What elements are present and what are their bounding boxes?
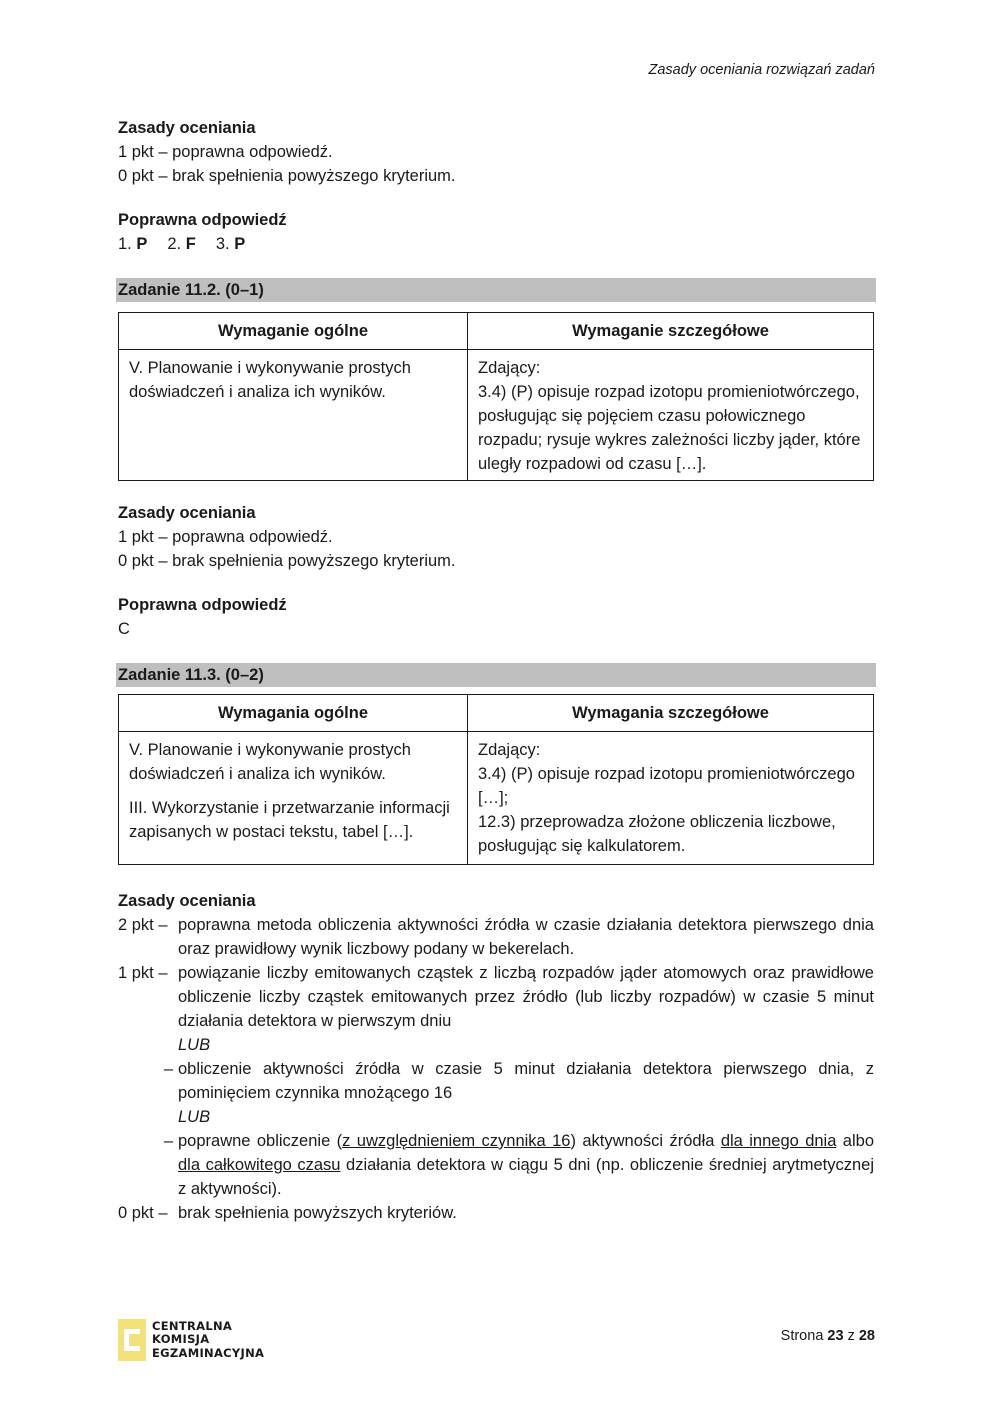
- points-label: 1 pkt –: [118, 964, 168, 982]
- rule-line: 1 pkt – poprawna odpowiedź.: [118, 528, 333, 546]
- cell-text: III. Wykorzystanie i przetwarzanie informacji zapisanych w postaci tekstu, tabel […].: [129, 799, 450, 841]
- correct-answer-2: [118, 593, 874, 641]
- answer-number: 3.: [215, 235, 235, 253]
- logo-line: CENTRALNA: [152, 1318, 233, 1333]
- page-number: [781, 1324, 875, 1348]
- answer-value: C: [118, 620, 130, 638]
- cell-text: V. Planowanie i wykonywanie prostych doświadczeń i analiza ich wyników.: [129, 359, 411, 401]
- text-run: ) aktywności źródła: [570, 1132, 721, 1150]
- criterion-text: poprawna metoda obliczenia aktywności źródła w czasie działania detektora pierwszego dnia oraz prawidłowy wynik liczbowy podany w bekerelach.: [178, 916, 874, 958]
- requirements-table: [118, 694, 874, 865]
- criterion-text: [178, 1129, 874, 1201]
- column-header: Wymagania szczegółowe: [468, 695, 874, 732]
- rule-line: 1 pkt – poprawna odpowiedź.: [118, 143, 333, 161]
- underlined-text: z uwzględnieniem czynnika 16: [342, 1132, 571, 1150]
- logo-line: EGZAMINACYJNA: [152, 1345, 265, 1360]
- criterion-1pkt: [118, 961, 874, 1033]
- logo-line: KOMISJA: [152, 1332, 210, 1347]
- answer-value: P: [136, 235, 148, 253]
- detailed-requirement: [468, 350, 874, 481]
- criterion-2pkt: [118, 913, 874, 961]
- dash: –: [163, 1060, 173, 1078]
- criterion-text: brak spełnienia powyższych kryteriów.: [178, 1204, 457, 1222]
- answer-number: 2.: [167, 235, 186, 253]
- points-label: 0 pkt –: [118, 1204, 168, 1222]
- cell-text: 12.3) przeprowadza złożone obliczenia liczbowe, posługując się kalkulatorem.: [478, 813, 836, 855]
- correct-answer-1: [118, 208, 874, 256]
- page-total: 28: [858, 1328, 875, 1344]
- page-current: 23: [827, 1328, 844, 1344]
- dash: –: [163, 1132, 173, 1150]
- underlined-text: dla całkowitego czasu: [178, 1156, 341, 1174]
- criterion-0pkt: [118, 1201, 874, 1225]
- general-requirement: [119, 350, 468, 481]
- scoring-rules-3: [118, 889, 874, 1225]
- cke-logo-icon: [118, 1319, 146, 1361]
- section-heading: Poprawna odpowiedź: [118, 596, 287, 614]
- cell-text: Zdający:: [478, 741, 541, 759]
- section-heading: Zasady oceniania: [118, 119, 256, 137]
- requirements-table: [118, 312, 874, 481]
- criterion-text: powiązanie liczby emitowanych cząstek z liczbą rozpadów jąder atomowych oraz prawidłowe obliczenie liczby cząstek emitowanych przez źródło (lub liczby rozpadów) w czasie 5 minut działania detektora w pierwszym dniu: [178, 964, 874, 1030]
- column-header: Wymagania ogólne: [119, 695, 468, 732]
- answer-list: [118, 232, 874, 256]
- text-run: albo: [836, 1132, 875, 1150]
- cell-text: 3.4) (P) opisuje rozpad izotopu promieniotwórczego, posługując się pojęciem czasu połowicznego rozpadu; rysuje wykres zależności liczby jąder, które uległy rozpadowi od czasu […].: [478, 383, 861, 473]
- points-label: 2 pkt –: [118, 916, 168, 934]
- cke-logo-text: [152, 1320, 264, 1361]
- section-heading: Zasady oceniania: [118, 892, 256, 910]
- page-content: [118, 116, 874, 1225]
- cell-text: V. Planowanie i wykonywanie prostych doświadczeń i analiza ich wyników.: [129, 741, 411, 783]
- rule-line: 0 pkt – brak spełnienia powyższego kryterium.: [118, 167, 456, 185]
- answer-value: P: [234, 235, 246, 253]
- criterion-text: obliczenie aktywności źródła w czasie 5 minut działania detektora pierwszego dnia, z pominięciem czynnika mnożącego 16: [178, 1060, 874, 1102]
- answer-number: 1.: [118, 235, 137, 253]
- page-separator: z: [843, 1328, 859, 1344]
- criterion-alternative: [118, 1129, 874, 1201]
- column-header: Wymaganie ogólne: [119, 313, 468, 350]
- text-run: działania detektora w ciągu 5 dni (np. obliczenie średniej arytmetycznej z aktywności).: [178, 1156, 874, 1198]
- underlined-text: dla innego dnia: [720, 1132, 837, 1150]
- task-title-bar: Zadanie 11.3. (0–2): [116, 663, 876, 687]
- cke-logo: [118, 1319, 264, 1361]
- task-title-bar: Zadanie 11.2. (0–1): [116, 278, 876, 302]
- page-prefix: Strona: [780, 1328, 828, 1344]
- scoring-rules-2: [118, 501, 874, 573]
- text-run: poprawne obliczenie (: [178, 1132, 343, 1150]
- or-separator: LUB: [178, 1036, 211, 1054]
- or-separator: LUB: [178, 1108, 211, 1126]
- column-header: Wymaganie szczegółowe: [468, 313, 874, 350]
- scoring-rules-1: [118, 116, 874, 188]
- general-requirement: [119, 732, 468, 865]
- cell-text: 3.4) (P) opisuje rozpad izotopu promieniotwórczego […];: [478, 765, 855, 807]
- running-header: Zasady oceniania rozwiązań zadań: [648, 62, 875, 78]
- cell-text: Zdający:: [478, 359, 541, 377]
- answer-value: F: [185, 235, 196, 253]
- section-heading: Zasady oceniania: [118, 504, 256, 522]
- criterion-alternative: [118, 1057, 874, 1105]
- section-heading: Poprawna odpowiedź: [118, 211, 287, 229]
- detailed-requirement: [468, 732, 874, 865]
- rule-line: 0 pkt – brak spełnienia powyższego kryterium.: [118, 552, 456, 570]
